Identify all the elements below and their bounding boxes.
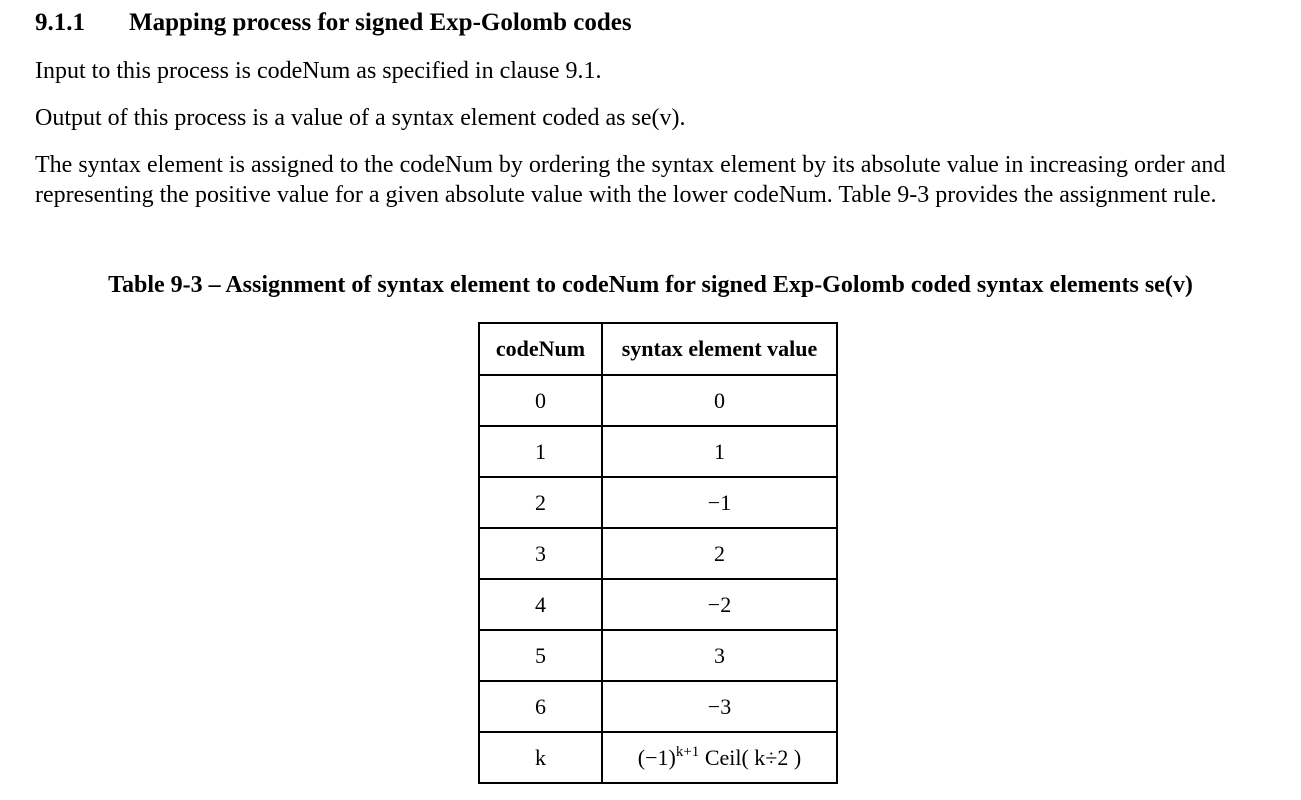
- table-row: [479, 477, 837, 528]
- codenum-cell: 3: [479, 528, 602, 579]
- assignment-table: [478, 322, 838, 784]
- table-row: [479, 528, 837, 579]
- section-title: Mapping process for signed Exp-Golomb codes: [129, 9, 632, 36]
- table-row-general: [479, 732, 837, 783]
- codenum-cell: k: [479, 732, 602, 783]
- value-cell: 3: [602, 630, 837, 681]
- formula-rest: Ceil( k÷2 ): [699, 744, 802, 770]
- table-row: [479, 426, 837, 477]
- paragraph-description: The syntax element is assigned to the codeNum by ordering the syntax element by its absolute value in increasing order and representing the positive value for a given absolute value with the lower codeNum. Table 9-3 provides the assignment rule.: [35, 152, 1226, 208]
- paragraph-input: Input to this process is codeNum as specified in clause 9.1.: [35, 58, 602, 84]
- table-row: [479, 630, 837, 681]
- table-row: [479, 681, 837, 732]
- codenum-cell: 4: [479, 579, 602, 630]
- header-syntax-element-value: syntax element value: [602, 323, 837, 375]
- paragraph-output: Output of this process is a value of a syntax element coded as se(v).: [35, 105, 686, 131]
- value-cell: −3: [602, 681, 837, 732]
- codenum-cell: 5: [479, 630, 602, 681]
- value-cell: 2: [602, 528, 837, 579]
- codenum-cell: 2: [479, 477, 602, 528]
- table-caption: Table 9-3 – Assignment of syntax element to codeNum for signed Exp-Golomb coded syntax elements se(v): [108, 272, 1193, 298]
- header-codenum: codeNum: [479, 323, 602, 375]
- codenum-cell: 6: [479, 681, 602, 732]
- codenum-cell: 0: [479, 375, 602, 426]
- formula-cell: [602, 732, 837, 783]
- value-cell: −2: [602, 579, 837, 630]
- codenum-cell: 1: [479, 426, 602, 477]
- formula-exponent: k+1: [675, 743, 700, 760]
- table-header-row: [479, 323, 837, 375]
- section-heading: [35, 8, 632, 38]
- value-cell: −1: [602, 477, 837, 528]
- value-cell: 1: [602, 426, 837, 477]
- table-row: [479, 579, 837, 630]
- section-number: 9.1.1: [35, 9, 85, 36]
- formula-base: (−1): [637, 744, 676, 770]
- value-cell: 0: [602, 375, 837, 426]
- table-row: [479, 375, 837, 426]
